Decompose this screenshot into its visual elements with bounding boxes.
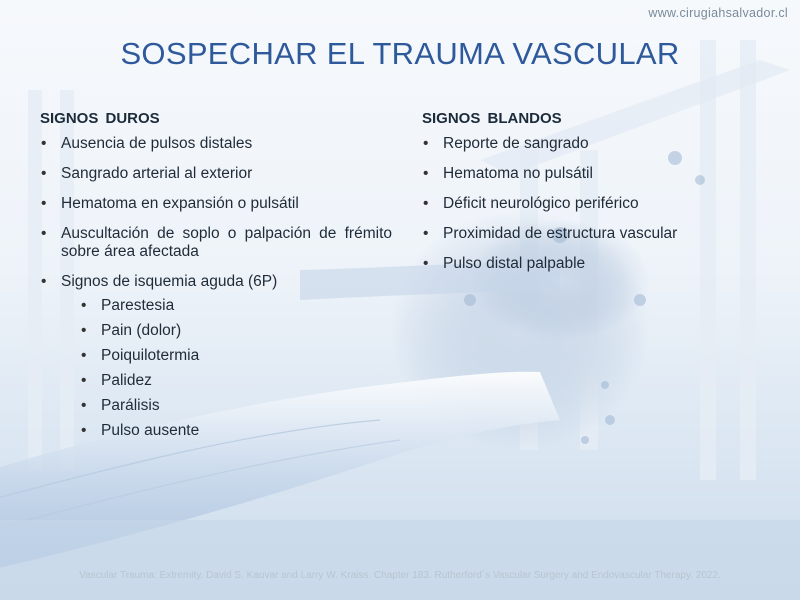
list-item: • Reporte de sangrado [422, 135, 772, 153]
sublist-item: • Pain (dolor) [61, 322, 392, 340]
list-item: • Hematoma no pulsátil [422, 165, 772, 183]
citation: Vascular Trauma: Extremity. David S. Kauvar and Larry W. Kraiss. Chapter 183. Rutherford´s Vascular Surgery and Endovascular Therapy. 2022. [79, 570, 721, 581]
list-item: • Ausencia de pulsos distales [40, 135, 392, 153]
soft-signs-list [422, 135, 772, 273]
list-item: • Proximidad de estructura vascular [422, 225, 772, 243]
sublist-item: • Parestesia [61, 297, 392, 315]
list-item: • Pulso distal palpable [422, 255, 772, 273]
soft-signs-column [422, 110, 772, 285]
list-item: • Hematoma en expansión o pulsátil [40, 195, 392, 213]
website-url[interactable]: www.cirugiahsalvador.cl [648, 6, 788, 20]
list-item: • Sangrado arterial al exterior [40, 165, 392, 183]
list-item-label: Signos de isquemia aguda (6P) [61, 273, 278, 290]
sublist-item: • Palidez [61, 372, 392, 390]
sublist-item: • Poiquilotermia [61, 347, 392, 365]
hard-signs-list [40, 135, 392, 440]
list-item: • Auscultación de soplo o palpación de frémito sobre área afectada [40, 225, 392, 261]
soft-signs-heading: SIGNOS BLANDOS [422, 110, 562, 127]
ischemia-sublist [61, 297, 392, 440]
sublist-item: • Parálisis [61, 397, 392, 415]
slide-title: SOSPECHAR EL TRAUMA VASCULAR [120, 36, 680, 71]
list-item: • Déficit neurológico periférico [422, 195, 772, 213]
hard-signs-column [40, 110, 392, 452]
list-item-with-sublist [40, 273, 392, 440]
hard-signs-heading: SIGNOS DUROS [40, 110, 160, 127]
sublist-item: • Pulso ausente [61, 422, 392, 440]
